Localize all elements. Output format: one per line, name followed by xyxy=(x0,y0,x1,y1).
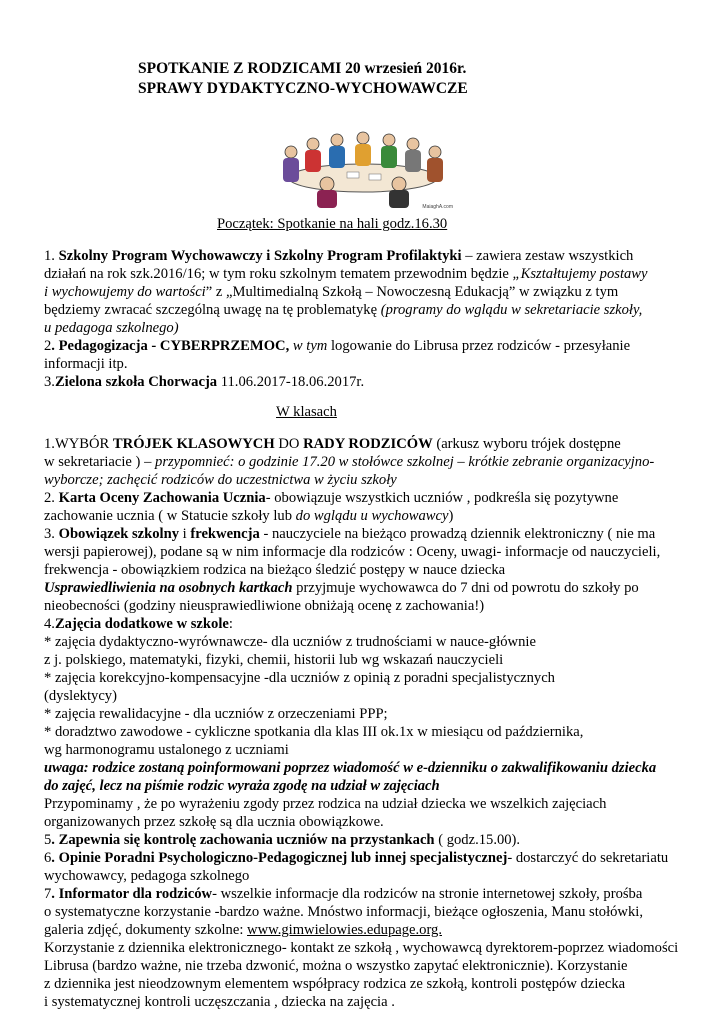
text-line xyxy=(44,903,643,921)
text-line xyxy=(44,561,505,579)
section-heading-w-klasach xyxy=(276,403,337,421)
text-span: (programy do wglądu w sekretariacie szkoły, xyxy=(380,302,643,318)
text-line xyxy=(44,885,642,903)
text-span: 2 xyxy=(44,338,52,354)
text-line xyxy=(44,543,660,561)
text-span: Szkolny Program Wychowawczy i Szkolny Program Profilaktyki xyxy=(58,248,462,264)
text-span: - wszelkie informacje dla rodziców na stronie internetowej szkoły, prośba xyxy=(212,886,643,902)
text-span: - nauczyciele na bieżąco prowadzą dziennik elektroniczny ( nie ma xyxy=(259,526,656,542)
text-span: 6 xyxy=(44,850,52,866)
text-span: działań na rok szk.2016/16; w tym roku szkolnym tematem przewodnim będzie xyxy=(44,266,513,282)
text-span: przyjmuje wychowawca do 7 dni od powrotu do szkoły po xyxy=(292,580,639,596)
text-line xyxy=(44,795,606,813)
text-line xyxy=(44,579,639,597)
text-span: o systematyczne korzystanie -bardzo ważne. Mnóstwo informacji, bieżące ogłoszenia, Manu stołówki, xyxy=(44,904,643,920)
text-span: Usprawiedliwienia na osobnych kartkach xyxy=(44,580,293,596)
text-span: Zielona szkoła Chorwacja xyxy=(54,374,218,390)
text-span: * zajęcia rewalidacyjne - dla uczniów z orzeczeniami PPP; xyxy=(44,706,388,722)
text-line xyxy=(44,759,656,777)
text-span: do zajęć, lecz na piśmie rodzic wyraża zgodę na udział w zajęciach xyxy=(44,778,440,794)
text-span: (dyslektycy) xyxy=(44,688,117,704)
text-span: RADY RODZICÓW xyxy=(303,436,433,452)
text-span: . Zapewnia się kontrolę zachowania uczniów na przystankach xyxy=(51,832,435,848)
text-span: wg harmonogramu ustalonego z uczniami xyxy=(44,742,289,758)
text-line xyxy=(44,507,453,525)
text-span: wersji papierowej), podane są w nim informacje dla rodziców : Oceny, uwagi- informacje od nauczycieli, xyxy=(44,544,661,560)
text-span: 1.WYBÓR xyxy=(44,436,113,452)
text-span: : xyxy=(228,616,233,632)
text-span: u pedagoga szkolnego) xyxy=(44,320,179,336)
text-span: do wglądu u wychowawcy xyxy=(295,508,449,524)
text-span: 5 xyxy=(44,832,52,848)
text-span: i xyxy=(179,526,191,542)
text-span: – przypomnieć: o godzinie 17.20 w stołówce szkolnej – krótkie zebranie organizacyjno- xyxy=(144,454,655,470)
text-span: 3. xyxy=(44,526,59,542)
text-line xyxy=(44,705,388,723)
text-line xyxy=(44,471,397,489)
text-span: * zajęcia korekcyjno-kompensacyjne -dla uczniów z opinią z poradni specjalistycznych xyxy=(44,670,555,686)
text-line xyxy=(44,597,484,615)
text-span: 3. xyxy=(44,374,55,390)
text-span: . Informator dla rodziców xyxy=(51,886,213,902)
text-span: W klasach xyxy=(276,404,337,420)
text-span: zachowanie ucznia ( w Statucie szkoły lub xyxy=(44,508,296,524)
text-span: (arkusz wyboru trójek dostępne xyxy=(432,436,621,452)
text-line xyxy=(44,633,536,651)
text-span: ( godz.15.00). xyxy=(434,832,521,848)
text-line xyxy=(44,813,384,831)
text-span: 11.06.2017-18.06.2017r. xyxy=(217,374,365,390)
text-span: uwaga: rodzice zostaną poinformowani poprzez wiadomość w e-dzienniku o zakwalifikowaniu dziecka xyxy=(44,760,657,776)
text-span: galeria zdjęć, dokumenty szkolne: xyxy=(44,922,248,938)
text-line xyxy=(44,265,648,283)
text-span: frekwencja xyxy=(190,526,260,542)
text-span: DO xyxy=(274,436,304,452)
text-line xyxy=(44,975,625,993)
text-span: Karta Oceny Zachowania Ucznia xyxy=(58,490,266,506)
text-span: frekwencja - obowiązkiem rodzica na bieżąco śledzić postępy w nauce dziecka xyxy=(44,562,506,578)
text-line xyxy=(44,777,440,795)
text-span: . Pedagogizacja - CYBERPRZEMOC, xyxy=(51,338,290,354)
text-line xyxy=(44,849,668,867)
document-title: SPOTKANIE Z RODZICAMI 20 wrzesień 2016r. xyxy=(138,60,467,77)
text-line xyxy=(44,489,618,507)
text-line xyxy=(44,355,128,373)
text-line xyxy=(44,741,289,759)
text-span: Przypominamy , że po wyrażeniu zgody przez rodzica na udział dziecka we wszelkich zajęciach xyxy=(44,796,607,812)
text-span: Korzystanie z dziennika elektronicznego- kontakt ze szkołą , wychowawcą dyrektorem-poprzez wiadomości xyxy=(44,940,679,956)
text-span: 2. xyxy=(44,490,59,506)
text-line xyxy=(44,867,249,885)
text-line xyxy=(44,831,520,849)
text-span: Obowiązek szkolny xyxy=(58,526,180,542)
text-span: w sekretariacie ) xyxy=(44,454,145,470)
text-line xyxy=(44,669,555,687)
text-span: logowanie do Librusa przez rodziców - przesyłanie xyxy=(327,338,631,354)
text-span: Początek: Spotkanie na hali godz.16.30 xyxy=(217,216,448,232)
illustration-credit: MaiaghA.com xyxy=(422,204,453,210)
text-line xyxy=(44,921,442,939)
text-line xyxy=(44,337,630,355)
text-line xyxy=(44,283,618,301)
text-span: organizowanych przez szkołę są dla ucznia obowiązkowe. xyxy=(44,814,384,830)
text-span: ) xyxy=(448,508,454,524)
text-span: „Kształtujemy postawy xyxy=(512,266,648,282)
text-span: z j. polskiego, matematyki, fizyki, chemii, historii lub wg wskazań nauczycieli xyxy=(44,652,504,668)
text-span: – zawiera zestaw wszystkich xyxy=(461,248,634,264)
text-span: - dostarczyć do sekretariatu xyxy=(507,850,669,866)
text-span: z dziennika jest nieodzownym elementem współpracy rodzica ze szkołą, kontroli postępów dziecka xyxy=(44,976,626,992)
text-span: Zajęcia dodatkowe w szkole xyxy=(54,616,229,632)
text-span: będziemy zwracać szczególną uwagę na tę problematykę xyxy=(44,302,381,318)
text-line xyxy=(44,615,233,633)
text-line xyxy=(44,373,364,391)
text-span: i wychowujemy do wartości xyxy=(44,284,206,300)
text-line xyxy=(44,723,583,741)
text-span: 7 xyxy=(44,886,52,902)
text-line xyxy=(44,319,179,337)
text-line xyxy=(44,525,655,543)
text-span: 4. xyxy=(44,616,55,632)
text-span: wyborcze; zachęcić rodziców do uczestnictwa w życiu szkoły xyxy=(44,472,397,488)
text-line xyxy=(44,435,621,453)
text-span: w tym xyxy=(292,338,328,354)
text-span: . Opinie Poradni Psychologiczno-Pedagogicznej lub innej specjalistycznej xyxy=(51,850,508,866)
text-span: 1. xyxy=(44,248,59,264)
text-span: TRÓJEK KLASOWYCH xyxy=(112,436,275,452)
meeting-illustration xyxy=(267,118,459,212)
text-line xyxy=(44,957,628,975)
text-span: ” z „Multimedialną Szkołą – Nowoczesną Edukacją” w związku z tym xyxy=(205,284,619,300)
text-span: i systematycznej kontroli uczęszczania , dziecka na zajęcia . xyxy=(44,994,395,1010)
school-website-link[interactable]: www.gimwielowies.edupage.org. xyxy=(247,922,442,938)
text-line xyxy=(44,651,503,669)
text-line xyxy=(44,301,642,319)
text-span: nieobecności (godziny nieusprawiedliwione obniżają ocenę z zachowania!) xyxy=(44,598,485,614)
text-line xyxy=(44,453,654,471)
document-subtitle: SPRAWY DYDAKTYCZNO-WYCHOWAWCZE xyxy=(138,80,468,97)
start-info xyxy=(217,215,447,233)
text-span: * zajęcia dydaktyczno-wyrównawcze- dla uczniów z trudnościami w nauce-głównie xyxy=(44,634,536,650)
text-line xyxy=(44,247,633,265)
text-span: - obowiązuje wszystkich uczniów , podkreśla się pozytywne xyxy=(265,490,619,506)
text-line xyxy=(44,993,395,1011)
text-line xyxy=(44,939,678,957)
text-line xyxy=(44,687,117,705)
text-span: informacji itp. xyxy=(44,356,128,372)
text-span: * doradztwo zawodowe - cykliczne spotkania dla klas III ok.1x w miesiącu od października, xyxy=(44,724,584,740)
text-span: wychowawcy, pedagoga szkolnego xyxy=(44,868,250,884)
text-span: Librusa (bardzo ważne, nie trzeba dzwonić, można o wszystko zapytać elektronicznie). Korzystanie xyxy=(44,958,628,974)
